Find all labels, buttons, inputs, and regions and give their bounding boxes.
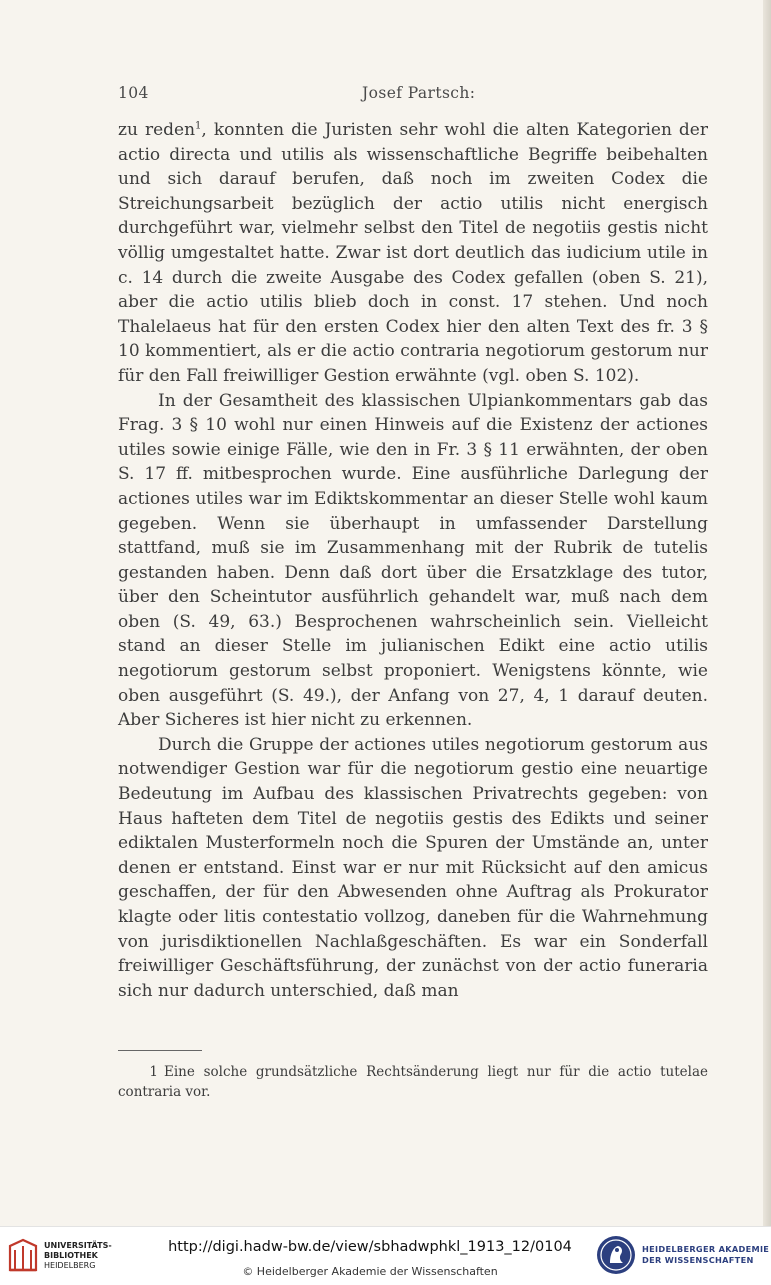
footnote-reference: 1: [195, 120, 202, 132]
paragraph-2: In der Gesamtheit des klassischen Ulpiankommentars gab das Frag. 3 § 10 wohl nur einen Hinweis auf die Existenz der actiones utiles sowie einige Fälle, wie den in Fr. 3 § 11 erwähnten, der oben S. 17 ff. mitbesprochen wurde. Eine ausführliche Darlegung der actiones utiles war im Ediktskommentar an dieser Stelle wohl kaum gegeben. Wenn sie überhaupt in umfassender Darstellung stattfand, muß sie im Zusammenhang mit der Rubrik de tutelis gestanden haben. Denn daß dort über die Ersatzklage des tutor, über den Scheintutor ausführlich gehandelt war, muß nach dem oben (S. 49, 63.) Besprochenen wahrscheinlich sein. Vielleicht stand an dieser Stelle im julianischen Edikt eine actio utilis negotiorum gestorum selbst proponiert. Wenigstens könnte, wie oben ausgeführt (S. 49.), der Anfang von 27, 4, 1 darauf deuten. Aber Sicheres ist hier nicht zu erkennen.: [118, 390, 708, 731]
page-number: 104: [118, 84, 149, 102]
library-line-3: HEIDELBERG: [44, 1261, 96, 1270]
library-line-2: BIBLIOTHEK: [44, 1251, 98, 1260]
academy-seal-icon[interactable]: [596, 1235, 636, 1275]
footnote-mark: 1: [149, 1064, 158, 1080]
academy-line-1: HEIDELBERGER AKADEMIE: [642, 1244, 770, 1254]
academy-name: [642, 1244, 769, 1266]
academy-line-2: DER WISSENSCHAFTEN: [642, 1255, 754, 1265]
library-name: [44, 1241, 112, 1271]
footer-bar: [0, 1226, 771, 1285]
paragraph-1-rest: , konnten die Juristen sehr wohl die alten Kategorien der actio directa und utilis als wissenschaftliche Begriffe beibehalten und sich darauf berufen, daß noch im zweiten Codex die Streichungsarbeit bezüglich der actio utilis nicht energisch durchgeführt war, vielmehr selbst den Titel de negotiis gestis nicht völlig umgestaltet hatte. Zwar ist dort deutlich das iudicium utile in c. 14 durch die zweite Ausgabe des Codex gefallen (oben S. 21), aber die actio utilis blieb doch in const. 17 stehen. Und noch Thalelaeus hat für den ersten Codex hier den alten Text des fr. 3 § 10 kommentiert, als er die actio contraria negotiorum gestorum nur für den Fall freiwilliger Gestion erwähnte (vgl. oben S. 102).: [118, 120, 708, 386]
paragraph-3: Durch die Gruppe der actiones utiles negotiorum gestorum aus notwendiger Gestion war für die negotiorum gestio eine neuartige Bedeutung im Aufbau des klassischen Privatrechts gegeben: von Haus hafteten dem Titel de negotiis gestis des Edikts und seiner ediktalen Musterformeln noch die Spuren der Umstände an, unter denen er entstand. Einst war er nur mit Rücksicht auf den amicus geschaffen, der für den Abwesenden ohne Auftrag als Prokurator klagte oder litis contestatio vollzog, daneben für die Wahrnehmung von jurisdiktionellen Nachlaßgeschäften. Es war ein Sonderfall freiwilliger Geschäftsführung, der zunächst von der actio funeraria sich nur dadurch unterschied, daß man: [118, 734, 708, 1001]
header-author: Josef Partsch:: [362, 84, 476, 102]
library-line-1: UNIVERSITÄTS-: [44, 1241, 112, 1250]
university-library-logo-icon[interactable]: [6, 1238, 40, 1274]
copyright-notice: © Heidelberger Akademie der Wissenschaften: [242, 1265, 498, 1278]
footnote-rule: [118, 1050, 202, 1051]
page-edge: [763, 0, 771, 1226]
running-head: [118, 84, 708, 108]
footnote-text: Eine solche grundsätzliche Rechtsänderung liegt nur für die actio tutelae contraria vor.: [118, 1064, 708, 1100]
footnote: [118, 1062, 708, 1102]
paragraph-1: [118, 118, 708, 389]
body-text: [118, 118, 708, 1003]
permalink-url[interactable]: http://digi.hadw-bw.de/view/sbhadwphkl_1913_12/0104: [168, 1239, 572, 1255]
paragraph-1-start: zu reden: [118, 120, 196, 140]
